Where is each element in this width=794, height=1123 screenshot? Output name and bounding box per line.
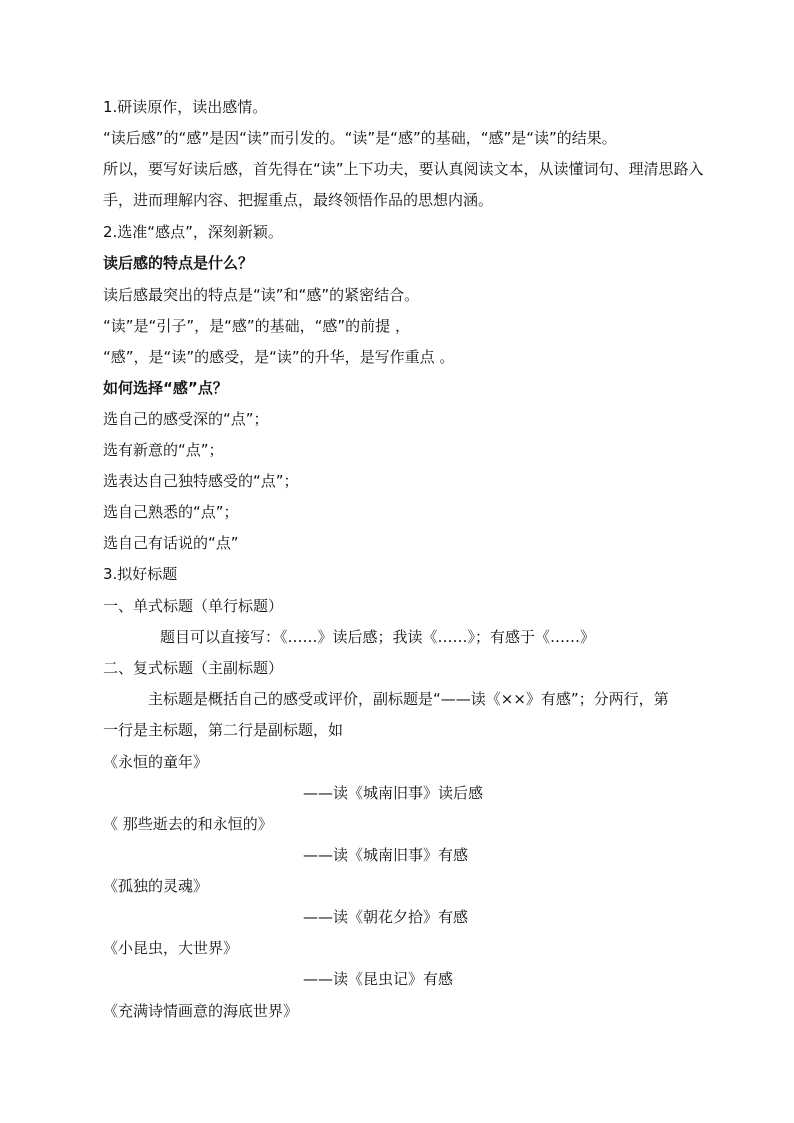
example-subtitle: ——读《朝花夕拾》有感 <box>303 908 469 926</box>
paragraph-line: 一行是主标题，第二行是副标题，如 <box>103 721 344 739</box>
paragraph-line: “感”，是“读”的感受，是“读”的升华，是写作重点 。 <box>103 348 455 366</box>
example-subtitle: ——读《昆虫记》有感 <box>303 970 454 988</box>
bold-question-choose-point: 如何选择“感”点？ <box>103 379 228 397</box>
list-item: 选表达自己独特感受的“点”； <box>103 472 299 490</box>
list-item: 选自己的感受深的“点”； <box>103 410 269 428</box>
section-heading-1: 1.研读原作，读出感情。 <box>103 98 268 116</box>
list-item: 选自己有话说的“点” <box>103 534 239 552</box>
bold-question-characteristics: 读后感的特点是什么？ <box>103 254 254 272</box>
paragraph-line: “读”是“引子”，是“感”的基础，“感”的前提 ， <box>103 317 410 335</box>
section-heading-3: 3.拟好标题 <box>103 565 178 583</box>
paragraph-line: “读后感”的“感”是因“读”而引发的。“读”是“感”的基础，“感”是“读”的结果。 <box>103 129 617 147</box>
paragraph-line: 主标题是概括自己的感受或评价，副标题是“——读《××》有感”；分两行，第 <box>148 690 669 708</box>
example-main-title: 《 那些逝去的和永恒的》 <box>103 815 273 833</box>
example-subtitle: ——读《城南旧事》有感 <box>303 846 469 864</box>
paragraph-line: 题目可以直接写：《……》读后感；我读《……》；有感于《……》 <box>160 628 596 646</box>
subheading-compound-title: 二、复式标题（主副标题） <box>103 659 284 677</box>
section-heading-2: 2.选准“感点”，深刻新颖。 <box>103 223 283 241</box>
list-item: 选自己熟悉的“点”； <box>103 503 239 521</box>
subheading-single-title: 一、单式标题（单行标题） <box>103 597 284 615</box>
paragraph-line: 所以，要写好读后感，首先得在“读”上下功夫，要认真阅读文本，从读懂词句、理清思路入 <box>103 160 704 178</box>
example-main-title: 《充满诗情画意的海底世界》 <box>103 1002 299 1020</box>
example-subtitle: ——读《城南旧事》读后感 <box>303 784 484 802</box>
paragraph-line: 读后感最突出的特点是“读”和“感”的紧密结合。 <box>103 286 420 304</box>
paragraph-line: 手，进而理解内容、把握重点，最终领悟作品的思想内涵。 <box>103 191 494 209</box>
example-main-title: 《永恒的童年》 <box>103 753 209 771</box>
example-main-title: 《孤独的灵魂》 <box>103 877 209 895</box>
example-main-title: 《小昆虫，大世界》 <box>103 939 239 957</box>
list-item: 选有新意的“点”； <box>103 441 224 459</box>
